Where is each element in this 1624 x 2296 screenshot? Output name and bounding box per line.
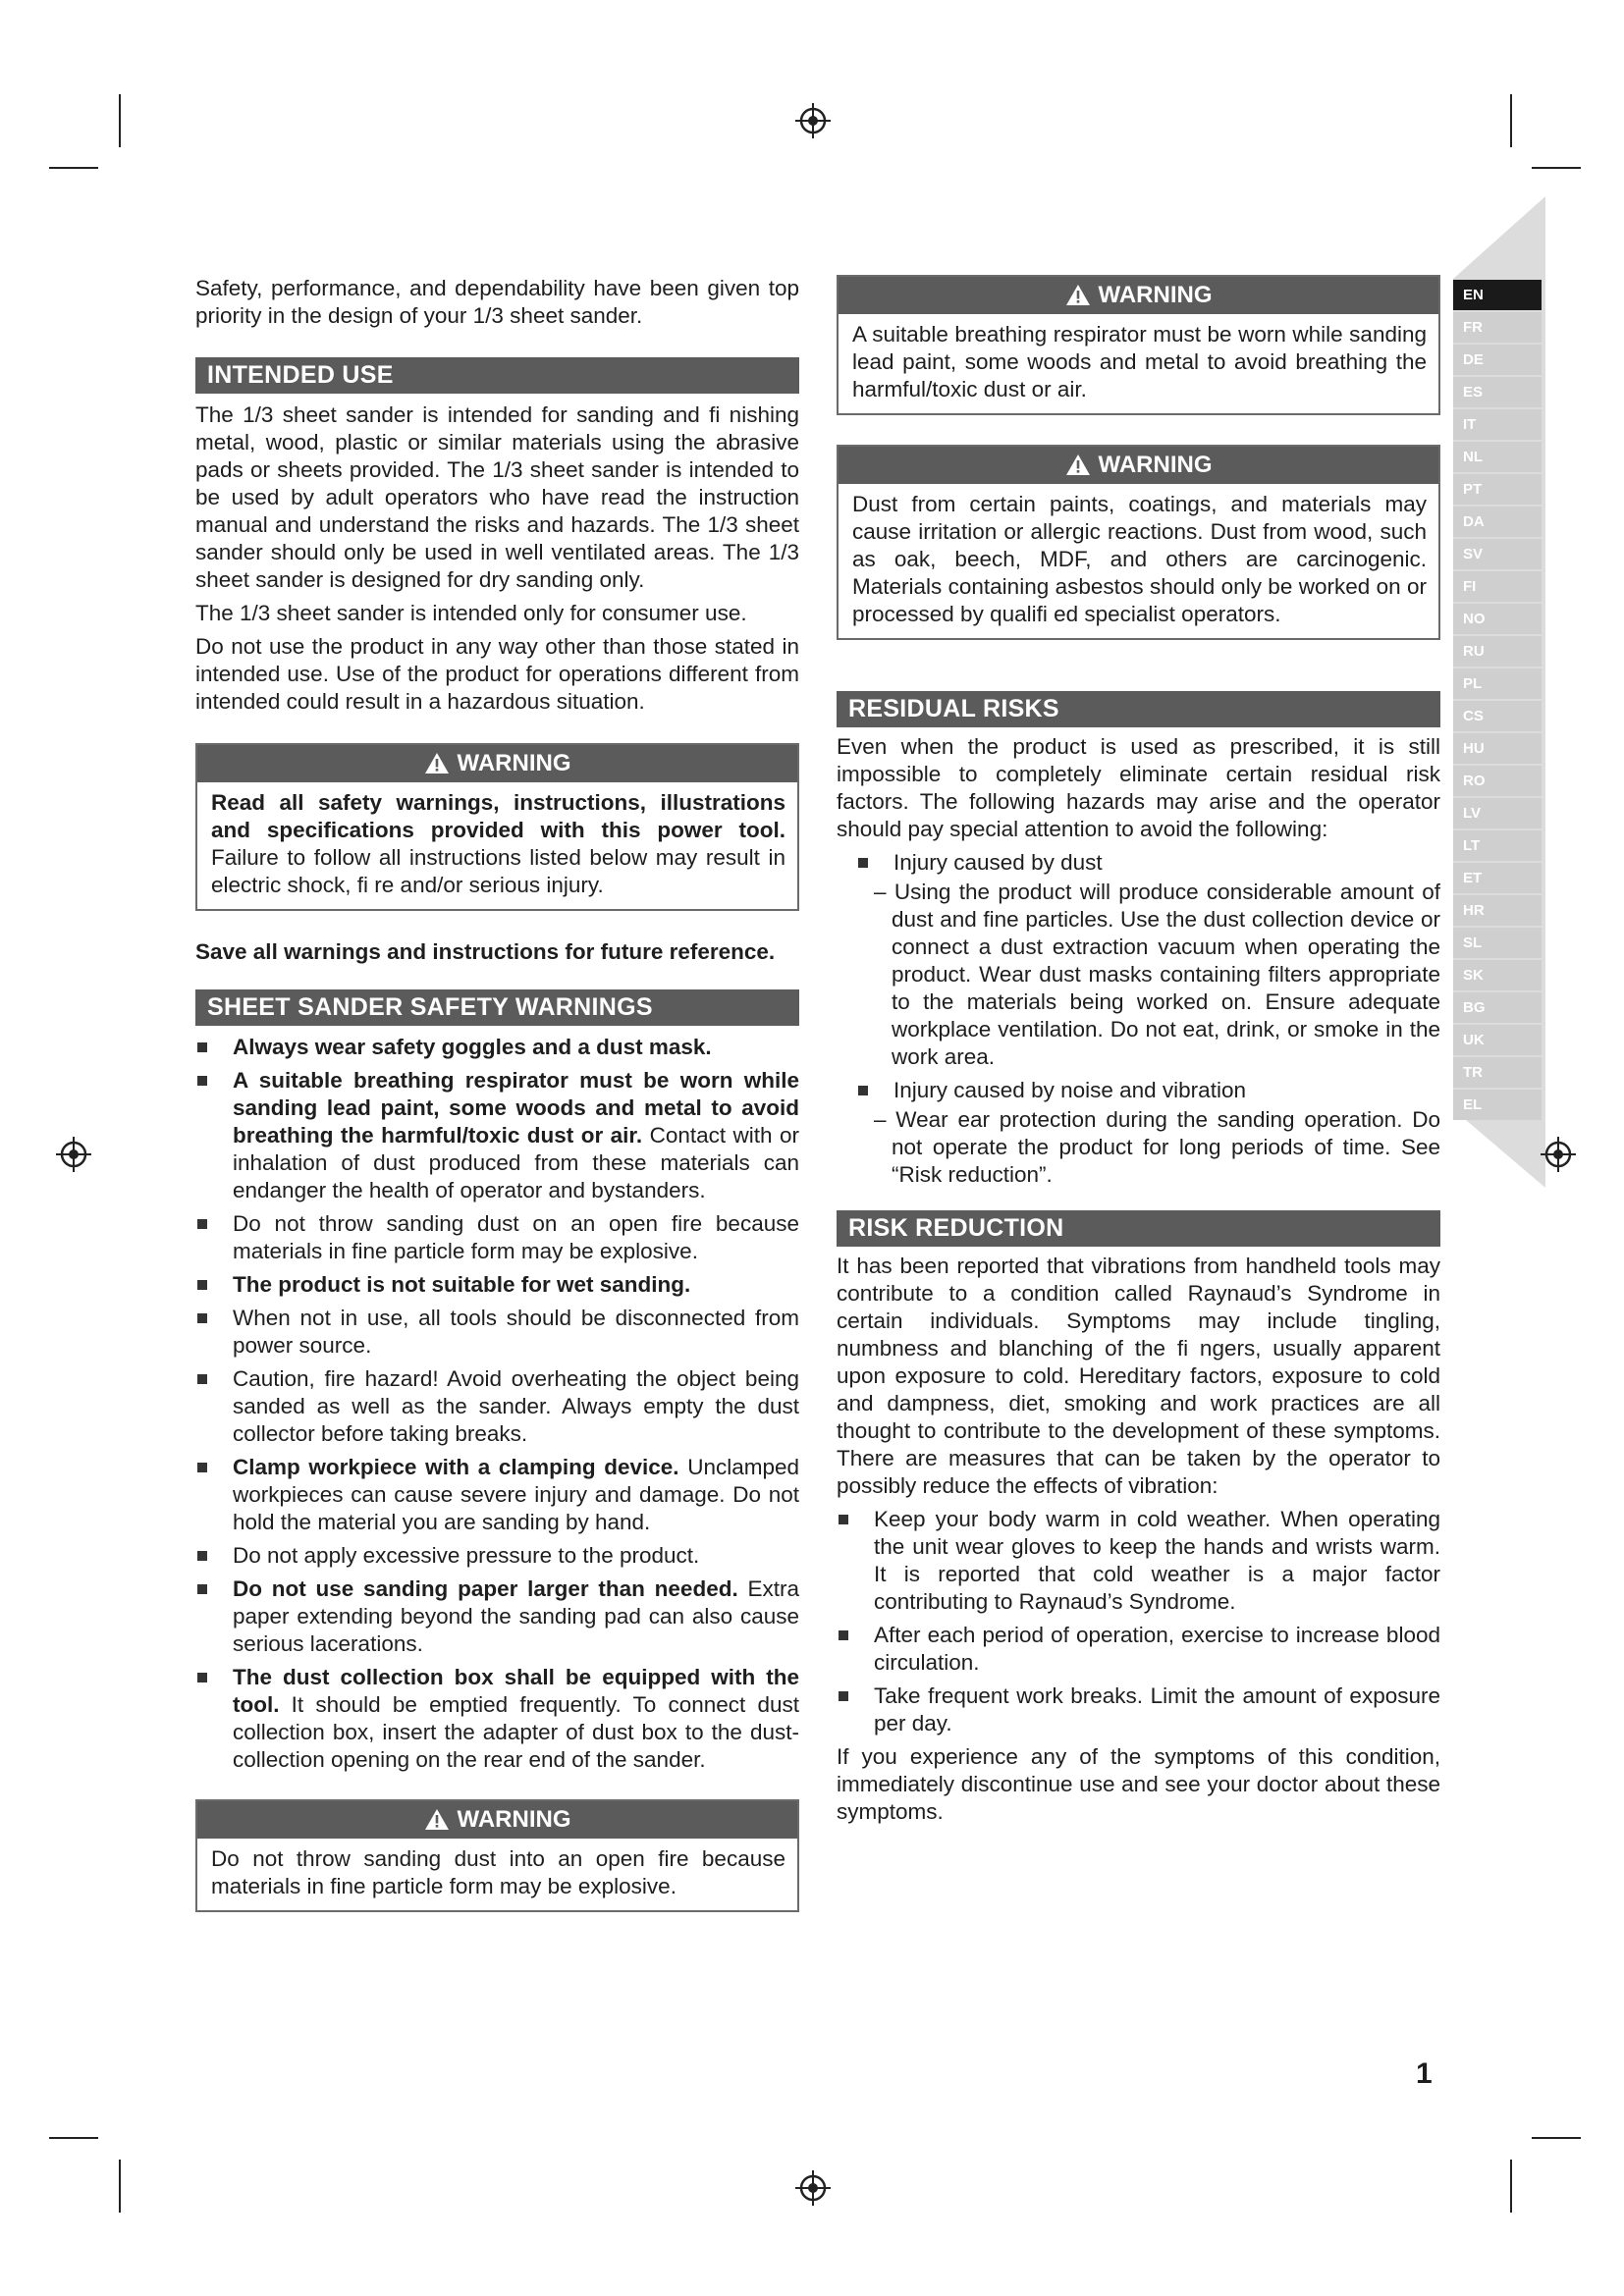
list-item-bold: The dust collection box shall be equipped with the tool. <box>233 1665 799 1717</box>
intended-use-paragraph: The 1/3 sheet sander is intended for sanding and fi nishing metal, wood, plastic or similar materials using the abrasive pads or sheets provided. The 1/3 sheet sander is intended to be used by adult operators who have read the instruction manual and understand the risks and hazards. The 1/3 sheet sander should only be used in well ventilated areas. The 1/3 sheet sander is designed for dry sanding only. <box>195 402 799 592</box>
square-bullet-icon <box>858 858 868 868</box>
warning-box-respirator <box>837 275 1440 415</box>
list-item <box>195 1575 799 1658</box>
list-item-text: Take frequent work breaks. Limit the amount of exposure per day. <box>874 1683 1440 1735</box>
list-item-text: It should be emptied frequently. To connect dust collection box, insert the adapter of dust box to the dust-collection opening on the rear end of the sander. <box>233 1692 799 1772</box>
warning-title: WARNING <box>1098 452 1213 478</box>
residual-risks-intro: Even when the product is used as prescribed, it is still impossible to completely eliminate certain residual risk factors. The following hazards may arise and the operator should pay special attention to avoid the following: <box>837 734 1440 841</box>
warning-header <box>197 745 797 782</box>
tab-lang-hu[interactable]: HU <box>1453 733 1542 764</box>
list-item-text: When not in use, all tools should be disconnected from power source. <box>233 1306 799 1358</box>
crop-mark <box>1510 2160 1512 2213</box>
warning-regular-text: Failure to follow all instructions listed below may result in electric shock, fi re and/or serious injury. <box>211 845 785 897</box>
tab-lang-it[interactable]: IT <box>1453 409 1542 440</box>
square-bullet-icon <box>197 1042 207 1052</box>
tab-lang-pl[interactable]: PL <box>1453 668 1542 699</box>
tab-lang-uk[interactable]: UK <box>1453 1025 1542 1055</box>
warning-box-fire <box>195 1799 799 1912</box>
list-item-text: Keep your body warm in cold weather. When operating the unit wear gloves to keep the hands and wrists warm. It is reported that cold weather is a major factor contributing to Raynaud’s Syndrome. <box>874 1507 1440 1614</box>
registration-mark-icon <box>793 101 833 140</box>
list-item-text: After each period of operation, exercise to increase blood circulation. <box>874 1623 1440 1675</box>
tab-lang-lv[interactable]: LV <box>1453 798 1542 828</box>
list-item-bold: A suitable breathing respirator must be worn while sanding lead paint, some woods and metal to avoid breathing the harmful/toxic dust or air. <box>233 1068 799 1148</box>
warning-triangle-icon <box>424 752 450 774</box>
right-column <box>837 275 1440 1826</box>
tab-lang-de[interactable]: DE <box>1453 345 1542 375</box>
tab-lang-bg[interactable]: BG <box>1453 992 1542 1023</box>
list-item <box>195 1542 799 1570</box>
tab-lang-en[interactable]: EN <box>1453 280 1542 310</box>
list-item <box>856 1077 1440 1104</box>
square-bullet-icon <box>197 1219 207 1229</box>
tab-lang-cs[interactable]: CS <box>1453 701 1542 731</box>
warning-title: WARNING <box>457 1806 571 1833</box>
warning-text <box>211 789 785 899</box>
tab-lang-pt[interactable]: PT <box>1453 474 1542 505</box>
list-item <box>195 1210 799 1265</box>
crop-mark <box>1510 94 1512 147</box>
tab-lang-sk[interactable]: SK <box>1453 960 1542 990</box>
intended-use-paragraph: Do not use the product in any way other than those stated in intended use. Use of the product for operations different from intended could result in a hazardous situation. <box>195 634 799 714</box>
list-item <box>856 849 1440 877</box>
list-item <box>195 1067 799 1204</box>
risk-reduction-outro: If you experience any of the symptoms of this condition, immediately discontinue use and see your doctor about these symptoms. <box>837 1744 1440 1824</box>
save-instructions-note: Save all warnings and instructions for future reference. <box>195 939 776 964</box>
list-item <box>837 1506 1440 1616</box>
tab-lang-nl[interactable]: NL <box>1453 442 1542 472</box>
list-item-text: Caution, fire hazard! Avoid overheating the object being sanded as well as the sander. Always empty the dust collector before taking breaks. <box>233 1366 799 1446</box>
residual-dust-detail: – Using the product will produce considerable amount of dust and fine particles. Use the dust collection device or connect a dust extraction vacuum when operating the product. Wear dust masks containing filters appropriate to the materials being worked on. Ensure adequate workplace ventilation. Do not eat, drink, or smoke in the work area. <box>874 880 1440 1069</box>
list-item <box>195 1365 799 1448</box>
warning-header <box>839 447 1438 484</box>
square-bullet-icon <box>839 1691 848 1701</box>
list-item-text: Injury caused by noise and vibration <box>893 1078 1246 1102</box>
tab-lang-fr[interactable]: FR <box>1453 312 1542 343</box>
crop-mark <box>119 94 121 147</box>
registration-mark-icon <box>793 2168 833 2208</box>
list-item-bold: Do not use sanding paper larger than needed. <box>233 1576 738 1601</box>
tab-lang-sl[interactable]: SL <box>1453 928 1542 958</box>
warning-header <box>197 1801 797 1839</box>
list-item <box>195 1034 799 1061</box>
crop-mark <box>119 2160 121 2213</box>
language-tabs <box>1453 280 1542 1122</box>
tab-lang-et[interactable]: ET <box>1453 863 1542 893</box>
tab-lang-es[interactable]: ES <box>1453 377 1542 407</box>
square-bullet-icon <box>839 1515 848 1524</box>
risk-reduction-list <box>837 1506 1440 1737</box>
warning-title: WARNING <box>1098 282 1213 308</box>
list-item-bold: The product is not suitable for wet sanding. <box>233 1272 691 1297</box>
crop-mark <box>49 167 98 169</box>
warning-text: Do not throw sanding dust into an open fire because materials in fine particle form may be explosive. <box>211 1846 785 1898</box>
risk-reduction-heading: RISK REDUCTION <box>837 1210 1440 1247</box>
square-bullet-icon <box>839 1630 848 1640</box>
intended-use-paragraph: The 1/3 sheet sander is intended only for consumer use. <box>195 601 747 625</box>
list-item <box>195 1454 799 1536</box>
warning-bold-text: Read all safety warnings, instructions, illustrations and specifications provided with this power tool. <box>211 790 785 842</box>
intended-use-heading: INTENDED USE <box>195 357 799 394</box>
square-bullet-icon <box>197 1280 207 1290</box>
list-item-text: Do not throw sanding dust on an open fire because materials in fine particle form may be explosive. <box>233 1211 799 1263</box>
list-item <box>195 1664 799 1774</box>
square-bullet-icon <box>197 1374 207 1384</box>
risk-reduction-intro: It has been reported that vibrations from handheld tools may contribute to a condition called Raynaud’s Syndrome in certain individuals. Symptoms may include tingling, numbness and blanching of the fi ngers, usually apparent upon exposure to cold. Hereditary factors, exposure to cold and dampness, diet, smoking and work practices are all thought to contribute to the development of these symptoms. There are measures that can be taken by the operator to possibly reduce the effects of vibration: <box>837 1254 1440 1498</box>
intro-text: Safety, performance, and dependability have been given top priority in the design of your 1/3 sheet sander. <box>195 276 799 328</box>
tab-lang-fi[interactable]: FI <box>1453 571 1542 602</box>
residual-risks-list <box>856 849 1440 877</box>
square-bullet-icon <box>197 1313 207 1323</box>
warning-triangle-icon <box>1065 454 1091 476</box>
warning-header <box>839 277 1438 314</box>
page-number: 1 <box>1416 2057 1433 2090</box>
registration-mark-icon <box>54 1135 93 1174</box>
warning-text: Dust from certain paints, coatings, and materials may cause irritation or allergic reactions. Dust from wood, such as oak, beech, MDF, and others are carcinogenic. Materials containing asbestos should only be worked on or processed by qualifi ed specialist operators. <box>852 492 1427 626</box>
tab-lang-lt[interactable]: LT <box>1453 830 1542 861</box>
list-item-text: Injury caused by dust <box>893 850 1103 875</box>
crop-mark <box>49 2137 98 2139</box>
residual-noise-detail: – Wear ear protection during the sanding operation. Do not operate the product for long periods of time. See “Risk reduction”. <box>874 1107 1440 1187</box>
list-item-text: Contact with or inhalation of dust produced from these materials can endanger the health of operator and bystanders. <box>233 1123 799 1202</box>
tab-lang-ru[interactable]: RU <box>1453 636 1542 667</box>
left-column <box>195 275 799 1912</box>
list-item <box>195 1305 799 1360</box>
warning-triangle-icon <box>424 1808 450 1831</box>
crop-mark <box>1532 167 1581 169</box>
warning-box-dust <box>837 445 1440 640</box>
square-bullet-icon <box>197 1584 207 1594</box>
registration-mark-icon <box>1539 1135 1578 1174</box>
crop-mark <box>1532 2137 1581 2139</box>
tab-lang-no[interactable]: NO <box>1453 604 1542 634</box>
residual-risks-list <box>856 1077 1440 1104</box>
tab-lang-da[interactable]: DA <box>1453 507 1542 537</box>
list-item-bold: Always wear safety goggles and a dust mask. <box>233 1035 712 1059</box>
safety-warnings-list <box>195 1034 799 1774</box>
warning-box-read <box>195 743 799 911</box>
square-bullet-icon <box>197 1463 207 1472</box>
warning-text: A suitable breathing respirator must be worn while sanding lead paint, some woods and metal to avoid breathing the harmful/toxic dust or air. <box>852 322 1427 401</box>
square-bullet-icon <box>858 1086 868 1095</box>
warning-triangle-icon <box>1065 284 1091 306</box>
list-item-bold: Clamp workpiece with a clamping device. <box>233 1455 679 1479</box>
square-bullet-icon <box>197 1076 207 1086</box>
list-item-text: Extra paper extending beyond the sanding pad can also cause serious lacerations. <box>233 1576 799 1656</box>
list-item-text: Unclamped workpieces can cause severe injury and damage. Do not hold the material you are sanding by hand. <box>233 1455 800 1534</box>
list-item <box>837 1622 1440 1677</box>
list-item <box>195 1271 799 1299</box>
square-bullet-icon <box>197 1551 207 1561</box>
tab-lang-tr[interactable]: TR <box>1453 1057 1542 1088</box>
tab-lang-hr[interactable]: HR <box>1453 895 1542 926</box>
residual-risks-heading: RESIDUAL RISKS <box>837 691 1440 727</box>
warning-title: WARNING <box>457 750 571 776</box>
tab-lang-ro[interactable]: RO <box>1453 766 1542 796</box>
list-item-text: Do not apply excessive pressure to the product. <box>233 1543 700 1568</box>
safety-warnings-heading: SHEET SANDER SAFETY WARNINGS <box>195 989 799 1026</box>
tab-lang-sv[interactable]: SV <box>1453 539 1542 569</box>
tab-lang-el[interactable]: EL <box>1453 1090 1542 1120</box>
list-item <box>837 1682 1440 1737</box>
square-bullet-icon <box>197 1673 207 1682</box>
